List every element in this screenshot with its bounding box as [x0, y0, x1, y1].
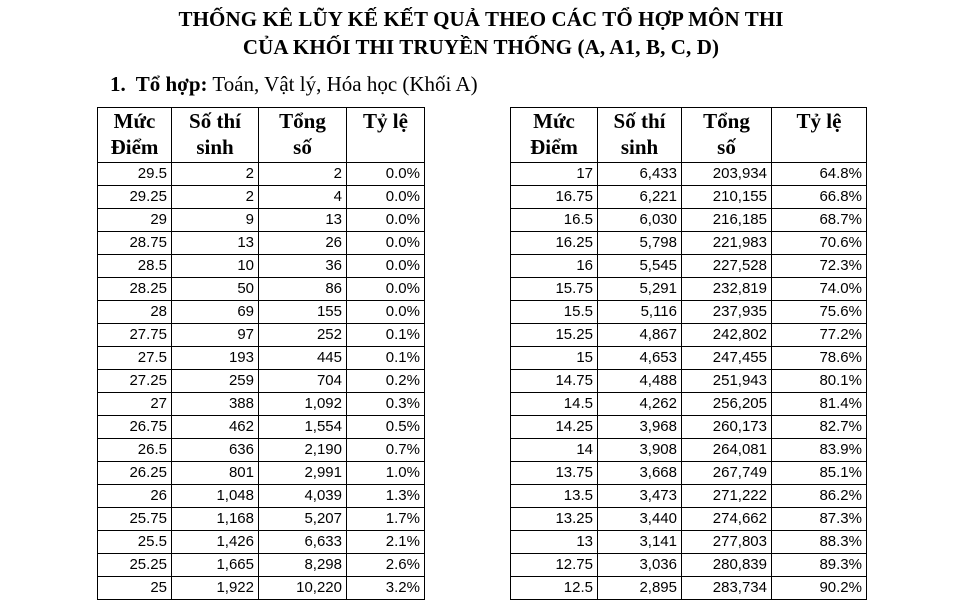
cell-percentage: 0.1%	[347, 347, 425, 370]
cell-candidates: 9	[172, 209, 259, 232]
cell-cumulative-total: 242,802	[682, 324, 772, 347]
table-row	[511, 232, 867, 255]
cell-percentage: 64.8%	[772, 163, 867, 186]
cell-cumulative-total: 283,734	[682, 577, 772, 600]
cell-score-level: 25.25	[98, 554, 172, 577]
table-row	[511, 439, 867, 462]
cell-cumulative-total: 232,819	[682, 278, 772, 301]
cell-score-level: 17	[511, 163, 598, 186]
cell-score-level: 29	[98, 209, 172, 232]
table-row	[98, 347, 425, 370]
cell-cumulative-total: 216,185	[682, 209, 772, 232]
cell-cumulative-total: 210,155	[682, 186, 772, 209]
cell-score-level: 16	[511, 255, 598, 278]
cell-percentage: 89.3%	[772, 554, 867, 577]
table-row	[511, 577, 867, 600]
cell-candidates: 13	[172, 232, 259, 255]
cell-score-level: 14	[511, 439, 598, 462]
cell-percentage: 0.0%	[347, 278, 425, 301]
cell-cumulative-total: 6,633	[259, 531, 347, 554]
cell-cumulative-total: 2	[259, 163, 347, 186]
table-row	[511, 255, 867, 278]
cell-score-level: 15	[511, 347, 598, 370]
cell-candidates: 6,030	[598, 209, 682, 232]
cell-candidates: 3,968	[598, 416, 682, 439]
cell-score-level: 26.5	[98, 439, 172, 462]
header-score-level: Mức Điểm	[511, 108, 598, 163]
cell-percentage: 1.7%	[347, 508, 425, 531]
cell-score-level: 15.75	[511, 278, 598, 301]
cell-candidates: 3,036	[598, 554, 682, 577]
cell-candidates: 462	[172, 416, 259, 439]
cell-candidates: 1,048	[172, 485, 259, 508]
cell-percentage: 0.0%	[347, 209, 425, 232]
cell-cumulative-total: 13	[259, 209, 347, 232]
table-row	[511, 347, 867, 370]
table-row	[98, 439, 425, 462]
cell-percentage: 0.7%	[347, 439, 425, 462]
cell-cumulative-total: 4	[259, 186, 347, 209]
cell-candidates: 3,668	[598, 462, 682, 485]
cell-score-level: 25	[98, 577, 172, 600]
cell-percentage: 1.0%	[347, 462, 425, 485]
cell-percentage: 72.3%	[772, 255, 867, 278]
cell-cumulative-total: 252	[259, 324, 347, 347]
cell-score-level: 28.25	[98, 278, 172, 301]
table-row	[98, 462, 425, 485]
cell-candidates: 5,798	[598, 232, 682, 255]
cell-cumulative-total: 221,983	[682, 232, 772, 255]
cell-cumulative-total: 271,222	[682, 485, 772, 508]
cell-score-level: 26	[98, 485, 172, 508]
cell-percentage: 0.0%	[347, 301, 425, 324]
table-row	[511, 278, 867, 301]
cell-score-level: 15.25	[511, 324, 598, 347]
cell-cumulative-total: 256,205	[682, 393, 772, 416]
cell-candidates: 10	[172, 255, 259, 278]
cell-percentage: 0.1%	[347, 324, 425, 347]
cell-candidates: 97	[172, 324, 259, 347]
cell-score-level: 27.25	[98, 370, 172, 393]
cell-candidates: 1,665	[172, 554, 259, 577]
section-subjects: Toán, Vật lý, Hóa học (Khối A)	[212, 72, 478, 96]
table-row	[511, 370, 867, 393]
table-row	[511, 163, 867, 186]
header-candidates: Số thí sinh	[172, 108, 259, 163]
cell-cumulative-total: 274,662	[682, 508, 772, 531]
cell-candidates: 6,433	[598, 163, 682, 186]
cell-percentage: 2.1%	[347, 531, 425, 554]
header-cumulative-total: Tổng số	[682, 108, 772, 163]
cell-percentage: 66.8%	[772, 186, 867, 209]
table-row	[98, 278, 425, 301]
cell-cumulative-total: 260,173	[682, 416, 772, 439]
cell-percentage: 86.2%	[772, 485, 867, 508]
cell-cumulative-total: 247,455	[682, 347, 772, 370]
cell-percentage: 82.7%	[772, 416, 867, 439]
header-percentage: Tỷ lệ	[772, 108, 867, 163]
cell-cumulative-total: 5,207	[259, 508, 347, 531]
table-row	[98, 255, 425, 278]
cell-candidates: 69	[172, 301, 259, 324]
cell-candidates: 801	[172, 462, 259, 485]
cell-cumulative-total: 267,749	[682, 462, 772, 485]
cell-score-level: 27	[98, 393, 172, 416]
table-row	[511, 209, 867, 232]
cell-score-level: 28.5	[98, 255, 172, 278]
cell-score-level: 12.5	[511, 577, 598, 600]
cell-score-level: 14.5	[511, 393, 598, 416]
cell-cumulative-total: 155	[259, 301, 347, 324]
cell-cumulative-total: 445	[259, 347, 347, 370]
cell-candidates: 2,895	[598, 577, 682, 600]
cell-score-level: 13.75	[511, 462, 598, 485]
cell-candidates: 4,488	[598, 370, 682, 393]
cell-percentage: 74.0%	[772, 278, 867, 301]
cell-candidates: 5,116	[598, 301, 682, 324]
cell-score-level: 16.75	[511, 186, 598, 209]
cell-percentage: 77.2%	[772, 324, 867, 347]
cell-cumulative-total: 264,081	[682, 439, 772, 462]
cell-score-level: 28.75	[98, 232, 172, 255]
cell-percentage: 3.2%	[347, 577, 425, 600]
table-row	[511, 416, 867, 439]
table-row	[98, 577, 425, 600]
cell-candidates: 2	[172, 163, 259, 186]
cell-score-level: 25.5	[98, 531, 172, 554]
cell-cumulative-total: 237,935	[682, 301, 772, 324]
header-score-level: Mức Điểm	[98, 108, 172, 163]
table-row	[511, 554, 867, 577]
cell-percentage: 83.9%	[772, 439, 867, 462]
cell-score-level: 14.25	[511, 416, 598, 439]
section-label: Tổ hợp:	[135, 72, 208, 96]
cell-percentage: 88.3%	[772, 531, 867, 554]
cell-candidates: 193	[172, 347, 259, 370]
table-row	[98, 301, 425, 324]
cell-candidates: 4,867	[598, 324, 682, 347]
section-heading	[110, 72, 478, 96]
cell-candidates: 50	[172, 278, 259, 301]
cell-percentage: 0.0%	[347, 186, 425, 209]
cell-score-level: 15.5	[511, 301, 598, 324]
table-row	[511, 485, 867, 508]
cell-score-level: 13.25	[511, 508, 598, 531]
cell-percentage: 0.0%	[347, 255, 425, 278]
cell-cumulative-total: 203,934	[682, 163, 772, 186]
cell-candidates: 1,922	[172, 577, 259, 600]
table-row	[98, 232, 425, 255]
table-header-row	[511, 108, 867, 163]
cell-candidates: 4,262	[598, 393, 682, 416]
table-row	[511, 393, 867, 416]
cell-candidates: 1,426	[172, 531, 259, 554]
cell-cumulative-total: 36	[259, 255, 347, 278]
cell-percentage: 81.4%	[772, 393, 867, 416]
cell-percentage: 0.0%	[347, 232, 425, 255]
cell-cumulative-total: 280,839	[682, 554, 772, 577]
table-row	[511, 186, 867, 209]
cell-cumulative-total: 277,803	[682, 531, 772, 554]
cell-percentage: 0.2%	[347, 370, 425, 393]
cell-score-level: 12.75	[511, 554, 598, 577]
cell-cumulative-total: 2,190	[259, 439, 347, 462]
cell-cumulative-total: 251,943	[682, 370, 772, 393]
table-row	[98, 508, 425, 531]
cell-candidates: 3,473	[598, 485, 682, 508]
cell-candidates: 6,221	[598, 186, 682, 209]
cell-percentage: 2.6%	[347, 554, 425, 577]
header-candidates: Số thí sinh	[598, 108, 682, 163]
cell-candidates: 388	[172, 393, 259, 416]
cell-cumulative-total: 26	[259, 232, 347, 255]
cell-score-level: 13	[511, 531, 598, 554]
cell-score-level: 29.25	[98, 186, 172, 209]
document-title-line-2: CỦA KHỐI THI TRUYỀN THỐNG (A, A1, B, C, D)	[242, 35, 720, 59]
cell-percentage: 0.0%	[347, 163, 425, 186]
cell-candidates: 3,440	[598, 508, 682, 531]
cell-score-level: 26.75	[98, 416, 172, 439]
cell-candidates: 636	[172, 439, 259, 462]
cell-cumulative-total: 10,220	[259, 577, 347, 600]
cell-score-level: 16.5	[511, 209, 598, 232]
cell-cumulative-total: 2,991	[259, 462, 347, 485]
cell-score-level: 14.75	[511, 370, 598, 393]
cell-percentage: 68.7%	[772, 209, 867, 232]
table-row	[98, 393, 425, 416]
cell-cumulative-total: 1,554	[259, 416, 347, 439]
cell-cumulative-total: 86	[259, 278, 347, 301]
table-row	[98, 163, 425, 186]
table-row	[98, 416, 425, 439]
cell-candidates: 4,653	[598, 347, 682, 370]
cell-score-level: 13.5	[511, 485, 598, 508]
cell-percentage: 0.3%	[347, 393, 425, 416]
table-row	[511, 324, 867, 347]
cell-percentage: 85.1%	[772, 462, 867, 485]
cell-candidates: 3,908	[598, 439, 682, 462]
score-table-left	[97, 107, 425, 600]
table-row	[98, 209, 425, 232]
cell-percentage: 87.3%	[772, 508, 867, 531]
cell-cumulative-total: 704	[259, 370, 347, 393]
cell-score-level: 16.25	[511, 232, 598, 255]
table-row	[98, 370, 425, 393]
cell-score-level: 27.5	[98, 347, 172, 370]
table-row	[98, 186, 425, 209]
cell-cumulative-total: 8,298	[259, 554, 347, 577]
section-number: 1.	[110, 72, 126, 96]
cell-score-level: 25.75	[98, 508, 172, 531]
cell-score-level: 29.5	[98, 163, 172, 186]
cell-percentage: 75.6%	[772, 301, 867, 324]
cell-percentage: 78.6%	[772, 347, 867, 370]
cell-cumulative-total: 227,528	[682, 255, 772, 278]
cell-candidates: 1,168	[172, 508, 259, 531]
table-row	[98, 554, 425, 577]
cell-candidates: 259	[172, 370, 259, 393]
cell-percentage: 70.6%	[772, 232, 867, 255]
cell-percentage: 80.1%	[772, 370, 867, 393]
cell-score-level: 28	[98, 301, 172, 324]
table-row	[98, 485, 425, 508]
cell-candidates: 5,291	[598, 278, 682, 301]
table-row	[511, 531, 867, 554]
table-row	[511, 462, 867, 485]
table-row	[98, 531, 425, 554]
table-row	[511, 301, 867, 324]
cell-candidates: 2	[172, 186, 259, 209]
cell-cumulative-total: 1,092	[259, 393, 347, 416]
header-cumulative-total: Tổng số	[259, 108, 347, 163]
cell-percentage: 90.2%	[772, 577, 867, 600]
table-header-row	[98, 108, 425, 163]
document-title-line-1: THỐNG KÊ LŨY KẾ KẾT QUẢ THEO CÁC TỔ HỢP MÔN THI	[178, 7, 784, 31]
table-row	[98, 324, 425, 347]
cell-cumulative-total: 4,039	[259, 485, 347, 508]
cell-percentage: 0.5%	[347, 416, 425, 439]
header-percentage: Tỷ lệ	[347, 108, 425, 163]
cell-percentage: 1.3%	[347, 485, 425, 508]
cell-score-level: 27.75	[98, 324, 172, 347]
score-table-right	[510, 107, 867, 600]
cell-score-level: 26.25	[98, 462, 172, 485]
cell-candidates: 5,545	[598, 255, 682, 278]
table-row	[511, 508, 867, 531]
cell-candidates: 3,141	[598, 531, 682, 554]
